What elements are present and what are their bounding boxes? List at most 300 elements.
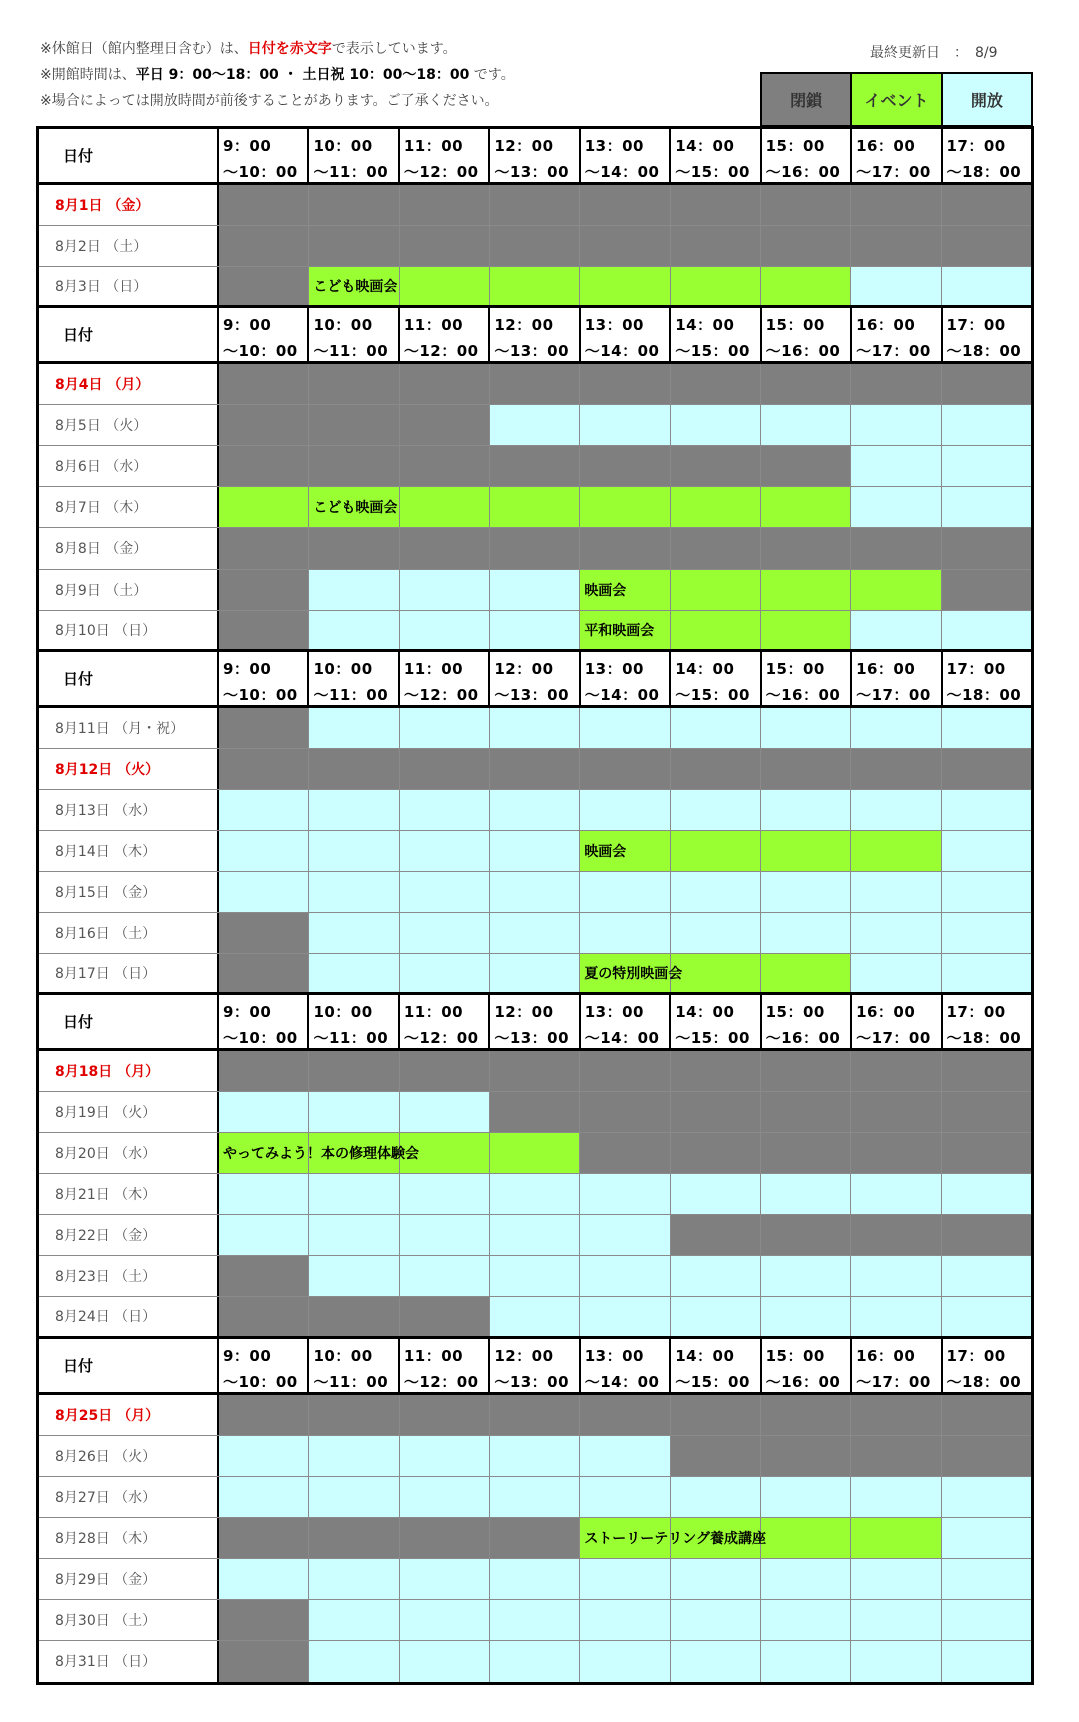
slot-cell xyxy=(309,1641,399,1682)
slot-cell xyxy=(942,1256,1031,1296)
slot-cell xyxy=(309,611,399,649)
slot-cell xyxy=(942,1600,1031,1640)
date-column-header: 日付 xyxy=(39,1339,219,1392)
slot-cell xyxy=(580,611,670,649)
day-row xyxy=(39,528,1031,569)
slot-cell xyxy=(490,185,580,225)
day-row xyxy=(39,790,1031,831)
legend-open: 開放 xyxy=(941,74,1031,125)
header-row xyxy=(39,1339,1031,1395)
slot-cell xyxy=(219,185,309,225)
date-cell: 8月8日 （金） xyxy=(39,528,219,568)
slot-cell xyxy=(761,749,851,789)
slot-cell xyxy=(580,831,670,871)
slot-cell xyxy=(671,913,761,953)
slot-start: 15：00 xyxy=(765,316,825,335)
slot-cell xyxy=(490,446,580,486)
slot-cell xyxy=(490,1477,580,1517)
date-cell: 8月16日 （土） xyxy=(39,913,219,953)
slot-cell xyxy=(219,831,309,871)
slot-cell xyxy=(942,749,1031,789)
slot-cell xyxy=(309,790,399,830)
slot-cell xyxy=(851,611,941,649)
slot-start: 10：00 xyxy=(313,659,373,678)
slot-end: ～15：00 xyxy=(675,1029,750,1048)
slot-cell xyxy=(671,831,761,871)
slot-end: ～16：00 xyxy=(765,1029,841,1048)
slot-start: 10：00 xyxy=(313,316,373,335)
slot-cell xyxy=(851,528,941,568)
time-slot-header xyxy=(671,308,761,361)
slot-cell xyxy=(219,487,309,527)
slot-cell xyxy=(761,1297,851,1335)
slot-cell xyxy=(761,913,851,953)
slot-cell xyxy=(580,1436,670,1476)
slot-cell xyxy=(309,1477,399,1517)
slot-cell xyxy=(851,1215,941,1255)
slot-cell xyxy=(942,1477,1031,1517)
slot-cell xyxy=(309,1051,399,1091)
slot-start: 9：00 xyxy=(223,659,272,678)
slot-cell xyxy=(851,1641,941,1682)
time-slot-header xyxy=(400,129,490,182)
slot-end: ～16：00 xyxy=(765,1372,841,1391)
slot-start: 11：00 xyxy=(403,1346,464,1365)
slot-cell xyxy=(671,1395,761,1435)
slot-cell xyxy=(580,364,670,404)
slot-end: ～17：00 xyxy=(856,163,931,181)
time-slot-header xyxy=(490,308,580,361)
slot-end: ～16：00 xyxy=(765,163,841,181)
slot-cell xyxy=(309,226,399,266)
event-label: 映画会 xyxy=(584,582,627,599)
slot-cell xyxy=(490,913,580,953)
slot-end: ～10：00 xyxy=(223,685,298,704)
slot-start: 12：00 xyxy=(494,316,554,335)
time-slot-header xyxy=(309,308,399,361)
slot-start: 12：00 xyxy=(494,1003,554,1022)
slot-cell xyxy=(851,790,941,830)
time-slot-header xyxy=(309,129,399,182)
slot-cell xyxy=(490,1092,580,1132)
event-label: 映画会 xyxy=(584,843,627,860)
slot-start: 10：00 xyxy=(313,137,373,155)
slot-cell xyxy=(851,405,941,445)
slot-cell xyxy=(309,364,399,404)
slot-start: 11：00 xyxy=(403,1003,464,1022)
day-row xyxy=(39,364,1031,405)
slot-cell xyxy=(761,1436,851,1476)
slot-cell xyxy=(219,1133,419,1173)
slot-cell xyxy=(490,487,580,527)
slot-cell xyxy=(490,749,580,789)
slot-cell xyxy=(761,1395,851,1435)
slot-cell xyxy=(851,1297,941,1335)
slot-cell xyxy=(851,364,941,404)
slot-end: ～12：00 xyxy=(403,163,479,181)
slot-cell xyxy=(400,913,490,953)
time-slot-header xyxy=(219,129,309,182)
event-label: こども映画会 xyxy=(313,500,398,517)
slot-start: 13：00 xyxy=(584,659,644,678)
slot-cell xyxy=(309,1215,399,1255)
slot-end: ～16：00 xyxy=(765,342,841,361)
slot-cell xyxy=(942,267,1031,305)
slot-cell xyxy=(942,1133,1031,1173)
slot-cell xyxy=(219,1600,309,1640)
time-slot-header xyxy=(852,995,942,1048)
slot-cell xyxy=(671,528,761,568)
day-row xyxy=(39,1641,1031,1682)
slot-start: 15：00 xyxy=(765,1346,825,1365)
slot-cell xyxy=(761,1256,851,1296)
slot-end: ～13：00 xyxy=(494,685,570,704)
slot-end: ～18：00 xyxy=(946,1029,1022,1048)
day-row xyxy=(39,913,1031,954)
time-slot-header xyxy=(219,995,309,1048)
slot-cell xyxy=(219,708,309,748)
slot-cell xyxy=(400,872,490,912)
slot-end: ～12：00 xyxy=(403,685,479,704)
date-column-header: 日付 xyxy=(39,652,219,705)
slot-cell xyxy=(400,267,490,305)
slot-cell xyxy=(580,1518,767,1558)
slot-start: 15：00 xyxy=(765,659,825,678)
slot-cell xyxy=(400,1051,490,1091)
slot-start: 14：00 xyxy=(675,659,735,678)
time-slot-header xyxy=(400,652,490,705)
date-cell: 8月11日 （月・祝） xyxy=(39,708,219,748)
slot-cell xyxy=(851,831,941,871)
slot-end: ～18：00 xyxy=(946,1372,1022,1391)
time-slot-header xyxy=(852,129,942,182)
event-label: 平和映画会 xyxy=(584,622,655,639)
slot-cell xyxy=(400,708,490,748)
slot-cell xyxy=(761,185,851,225)
slot-cell xyxy=(671,364,761,404)
slot-start: 10：00 xyxy=(313,1346,373,1365)
slot-cell xyxy=(671,1092,761,1132)
time-slot-header xyxy=(671,129,761,182)
slot-cell xyxy=(219,872,309,912)
slot-cell xyxy=(761,1051,851,1091)
date-cell: 8月28日 （木） xyxy=(39,1518,219,1558)
slot-end: ～11：00 xyxy=(313,163,389,181)
slot-end: ～13：00 xyxy=(494,1372,570,1391)
slot-cell xyxy=(761,487,851,527)
slot-cell xyxy=(942,1395,1031,1435)
slot-cell xyxy=(761,708,851,748)
slot-cell xyxy=(761,364,851,404)
legend-event: イベント xyxy=(850,74,940,125)
slot-cell xyxy=(942,790,1031,830)
slot-cell xyxy=(219,954,309,992)
slot-cell xyxy=(761,954,851,992)
time-slot-header xyxy=(400,1339,490,1392)
time-slot-header xyxy=(490,652,580,705)
slot-cell xyxy=(400,611,490,649)
slot-cell xyxy=(851,1174,941,1214)
slot-start: 16：00 xyxy=(856,316,916,335)
event-label: 夏の特別映画会 xyxy=(584,966,683,983)
slot-cell xyxy=(671,226,761,266)
date-cell: 8月31日 （日） xyxy=(39,1641,219,1682)
slot-start: 9：00 xyxy=(223,316,272,335)
slot-cell xyxy=(580,1559,670,1599)
slot-cell xyxy=(671,185,761,225)
date-cell: 8月13日 （水） xyxy=(39,790,219,830)
slot-cell xyxy=(219,1518,309,1558)
time-slot-header xyxy=(762,1339,852,1392)
slot-cell xyxy=(309,1395,399,1435)
slot-cell xyxy=(671,1641,761,1682)
time-slot-header xyxy=(581,129,671,182)
date-cell: 8月24日 （日） xyxy=(39,1297,219,1335)
date-column-header: 日付 xyxy=(39,308,219,361)
slot-end: ～11：00 xyxy=(313,685,389,704)
slot-cell xyxy=(580,1395,670,1435)
slot-cell xyxy=(490,1600,580,1640)
slot-cell xyxy=(942,487,1031,527)
slot-cell xyxy=(671,1174,761,1214)
time-slot-header xyxy=(943,995,1031,1048)
slot-cell xyxy=(671,1133,761,1173)
slot-cell xyxy=(219,1641,309,1682)
schedule-grid xyxy=(36,126,1034,1685)
slot-cell xyxy=(580,1477,670,1517)
slot-cell xyxy=(761,1092,851,1132)
slot-cell xyxy=(219,1559,309,1599)
slot-end: ～14：00 xyxy=(584,1372,660,1391)
slot-cell xyxy=(219,1174,309,1214)
slot-cell xyxy=(851,267,941,305)
slot-cell xyxy=(580,487,670,527)
slot-end: ～18：00 xyxy=(946,163,1022,181)
slot-cell xyxy=(490,570,580,610)
slot-start: 14：00 xyxy=(675,1003,735,1022)
slot-start: 13：00 xyxy=(584,1346,644,1365)
day-row xyxy=(39,831,1031,872)
day-row xyxy=(39,405,1031,446)
slot-end: ～14：00 xyxy=(584,685,660,704)
slot-cell xyxy=(851,1092,941,1132)
slot-cell xyxy=(761,1174,851,1214)
note-hours: ※開館時間は、平日 9：00～18：00 ・ 土日祝 10：00～18：00 です。 xyxy=(40,67,515,83)
slot-cell xyxy=(580,1051,670,1091)
slot-cell xyxy=(851,1436,941,1476)
slot-cell xyxy=(942,528,1031,568)
time-slot-header xyxy=(762,308,852,361)
slot-cell xyxy=(309,185,399,225)
slot-cell xyxy=(309,708,399,748)
day-row xyxy=(39,267,1031,308)
time-slot-header xyxy=(852,652,942,705)
slot-cell xyxy=(851,1477,941,1517)
slot-cell xyxy=(761,831,851,871)
slot-cell xyxy=(761,1600,851,1640)
slot-cell xyxy=(400,1215,490,1255)
slot-cell xyxy=(219,226,309,266)
slot-cell xyxy=(400,790,490,830)
slot-start: 14：00 xyxy=(675,316,735,335)
slot-cell xyxy=(400,1297,490,1335)
date-column-header: 日付 xyxy=(39,995,219,1048)
slot-cell xyxy=(219,1477,309,1517)
slot-end: ～11：00 xyxy=(313,342,389,361)
slot-cell xyxy=(400,1436,490,1476)
slot-cell xyxy=(761,1518,851,1558)
slot-end: ～12：00 xyxy=(403,1372,479,1391)
date-cell: 8月18日 （月） xyxy=(39,1051,219,1091)
slot-cell xyxy=(942,954,1031,992)
slot-start: 12：00 xyxy=(494,1346,554,1365)
slot-start: 12：00 xyxy=(494,659,554,678)
slot-end: ～10：00 xyxy=(223,342,298,361)
date-cell: 8月20日 （水） xyxy=(39,1133,219,1173)
slot-cell xyxy=(761,528,851,568)
slot-end: ～17：00 xyxy=(856,1029,931,1048)
date-cell: 8月21日 （木） xyxy=(39,1174,219,1214)
slot-cell xyxy=(219,570,309,610)
slot-start: 15：00 xyxy=(765,137,825,155)
day-row xyxy=(39,570,1031,611)
slot-cell xyxy=(671,267,761,305)
slot-cell xyxy=(580,1297,670,1335)
slot-cell xyxy=(490,405,580,445)
slot-start: 17：00 xyxy=(946,659,1006,678)
slot-cell xyxy=(671,1256,761,1296)
slot-start: 17：00 xyxy=(946,1003,1006,1022)
slot-end: ～18：00 xyxy=(946,685,1022,704)
slot-start: 16：00 xyxy=(856,659,916,678)
slot-cell xyxy=(942,1436,1031,1476)
date-cell: 8月7日 （木） xyxy=(39,487,219,527)
slot-cell xyxy=(671,872,761,912)
day-row xyxy=(39,1477,1031,1518)
slot-cell xyxy=(851,954,941,992)
slot-end: ～13：00 xyxy=(494,163,570,181)
slot-cell xyxy=(400,831,490,871)
time-slot-header xyxy=(671,1339,761,1392)
slot-cell xyxy=(851,1518,941,1558)
slot-cell xyxy=(851,1051,941,1091)
slot-end: ～15：00 xyxy=(675,1372,750,1391)
slot-cell xyxy=(309,749,399,789)
slot-start: 13：00 xyxy=(584,316,644,335)
note-caveat: ※場合によっては開放時間が前後することがあります。ご了承ください。 xyxy=(40,93,499,109)
slot-cell xyxy=(580,267,670,305)
day-row xyxy=(39,1051,1031,1092)
time-slot-header xyxy=(400,995,490,1048)
slot-cell xyxy=(490,267,580,305)
slot-end: ～17：00 xyxy=(856,1372,931,1391)
day-row xyxy=(39,1174,1031,1215)
slot-cell xyxy=(942,570,1031,610)
slot-start: 9：00 xyxy=(223,1003,272,1022)
slot-cell xyxy=(490,1215,580,1255)
day-row xyxy=(39,1600,1031,1641)
slot-end: ～17：00 xyxy=(856,685,931,704)
slot-cell xyxy=(942,185,1031,225)
legend xyxy=(760,72,1033,127)
slot-start: 10：00 xyxy=(313,1003,373,1022)
slot-cell xyxy=(942,1559,1031,1599)
slot-cell xyxy=(671,405,761,445)
slot-cell xyxy=(400,528,490,568)
date-cell: 8月2日 （土） xyxy=(39,226,219,266)
slot-start: 11：00 xyxy=(403,316,464,335)
slot-cell xyxy=(400,446,490,486)
day-row xyxy=(39,749,1031,790)
last-updated: 最終更新日 ： 8/9 xyxy=(870,45,998,61)
slot-cell xyxy=(851,913,941,953)
slot-cell xyxy=(400,1174,490,1214)
slot-cell xyxy=(400,487,490,527)
slot-cell xyxy=(580,1641,670,1682)
slot-cell xyxy=(851,185,941,225)
slot-cell xyxy=(942,1297,1031,1335)
slot-cell xyxy=(761,790,851,830)
date-column-header: 日付 xyxy=(39,129,219,182)
time-slot-header xyxy=(400,308,490,361)
slot-cell xyxy=(490,1256,580,1296)
slot-cell xyxy=(490,1436,580,1476)
slot-cell xyxy=(490,1641,580,1682)
date-cell: 8月14日 （木） xyxy=(39,831,219,871)
slot-cell xyxy=(219,1051,309,1091)
slot-cell xyxy=(400,1518,490,1558)
slot-cell xyxy=(219,1215,309,1255)
slot-cell xyxy=(490,872,580,912)
slot-cell xyxy=(671,749,761,789)
slot-cell xyxy=(671,1051,761,1091)
slot-cell xyxy=(219,749,309,789)
slot-cell xyxy=(851,446,941,486)
slot-cell xyxy=(490,708,580,748)
slot-cell xyxy=(400,185,490,225)
slot-end: ～11：00 xyxy=(313,1029,389,1048)
slot-cell xyxy=(761,611,851,649)
slot-cell xyxy=(309,831,399,871)
slot-cell xyxy=(400,749,490,789)
slot-cell xyxy=(942,872,1031,912)
slot-cell xyxy=(400,1092,490,1132)
time-slot-header xyxy=(943,308,1031,361)
slot-end: ～10：00 xyxy=(223,1372,298,1391)
slot-cell xyxy=(580,1256,670,1296)
slot-cell xyxy=(309,1559,399,1599)
slot-cell xyxy=(851,570,941,610)
slot-cell xyxy=(942,364,1031,404)
slot-cell xyxy=(942,611,1031,649)
slot-cell xyxy=(309,1518,399,1558)
slot-cell xyxy=(671,1215,761,1255)
date-cell: 8月12日 （火） xyxy=(39,749,219,789)
slot-start: 17：00 xyxy=(946,316,1006,335)
slot-end: ～17：00 xyxy=(856,342,931,361)
slot-end: ～11：00 xyxy=(313,1372,389,1391)
slot-start: 11：00 xyxy=(403,659,464,678)
slot-cell xyxy=(219,1256,309,1296)
slot-cell xyxy=(761,1641,851,1682)
slot-cell xyxy=(309,1297,399,1335)
day-row xyxy=(39,446,1031,487)
slot-cell xyxy=(309,446,399,486)
slot-cell xyxy=(309,405,399,445)
date-cell: 8月10日 （日） xyxy=(39,611,219,649)
date-cell: 8月15日 （金） xyxy=(39,872,219,912)
slot-start: 16：00 xyxy=(856,1003,916,1022)
